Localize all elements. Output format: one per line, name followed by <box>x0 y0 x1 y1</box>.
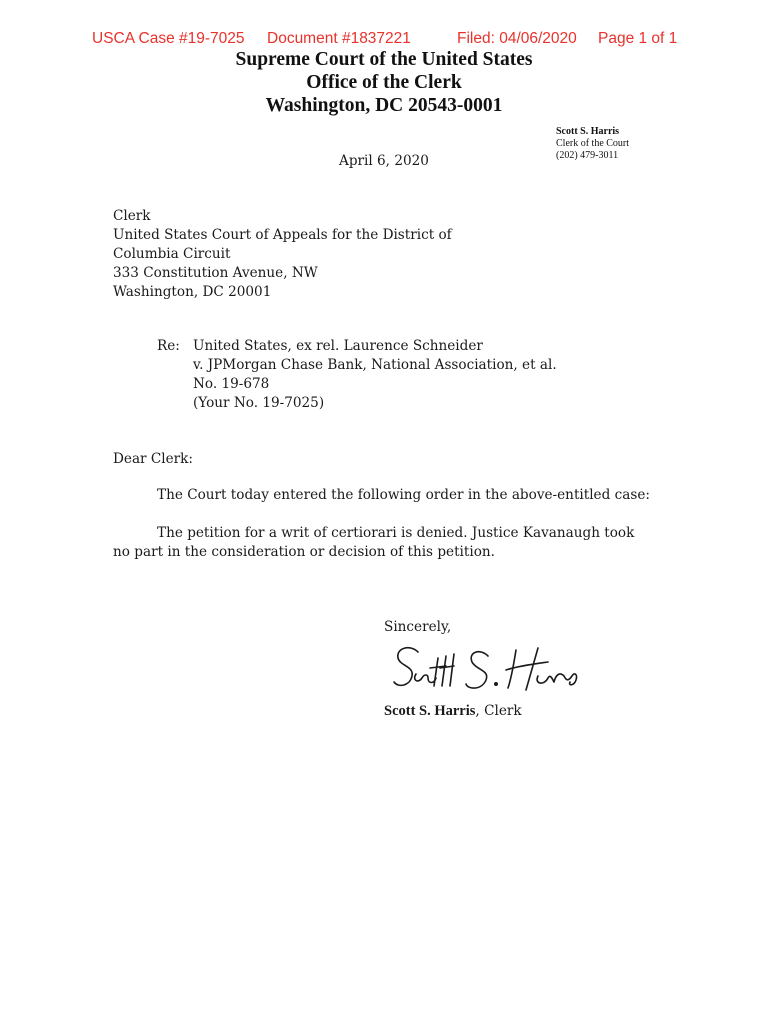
clerk-info-block <box>556 126 629 162</box>
re-line: United States, ex rel. Laurence Schneider <box>193 338 483 354</box>
letterhead-address: Washington, DC 20543-0001 <box>265 95 503 116</box>
paragraph-petition-line1: The petition for a writ of certiorari is denied. Justice Kavanaugh took <box>157 525 635 541</box>
filing-date: Filed: 04/06/2020 <box>457 30 577 47</box>
re-line: No. 19-678 <box>193 376 270 392</box>
signoff <box>384 702 522 721</box>
filing-page-count: Page 1 of 1 <box>598 30 678 47</box>
clerk-info-phone: (202) 479-3011 <box>556 150 619 161</box>
paragraph-order-entered: The Court today entered the following order in the above-entitled case: <box>157 487 650 503</box>
letterhead-court: Supreme Court of the United States <box>235 49 533 70</box>
addressee-line: Columbia Circuit <box>113 246 231 262</box>
paragraph-petition-line2: no part in the consideration or decision of this petition. <box>113 544 495 560</box>
letter-date: April 6, 2020 <box>339 153 429 169</box>
addressee-line: Washington, DC 20001 <box>113 284 272 300</box>
re-line: (Your No. 19-7025) <box>193 395 325 411</box>
addressee-line: United States Court of Appeals for the District of <box>113 227 452 243</box>
signoff-title: , Clerk <box>475 703 522 719</box>
signoff-name: Scott S. Harris <box>384 703 476 719</box>
salutation: Dear Clerk: <box>113 451 193 467</box>
addressee-line: Clerk <box>113 208 151 224</box>
addressee-block <box>113 207 452 302</box>
closing: Sincerely, <box>384 619 452 635</box>
addressee-line: 333 Constitution Avenue, NW <box>113 265 318 281</box>
re-line: v. JPMorgan Chase Bank, National Association, et al. <box>193 357 557 373</box>
letterhead-office: Office of the Clerk <box>306 72 462 93</box>
signature-image <box>388 640 588 698</box>
filing-case-number: USCA Case #19-7025 <box>92 30 245 47</box>
re-label: Re: <box>157 338 180 354</box>
clerk-info-title: Clerk of the Court <box>556 138 630 149</box>
clerk-info-name: Scott S. Harris <box>556 126 620 137</box>
filing-document-number: Document #1837221 <box>267 30 411 47</box>
re-block <box>193 337 557 413</box>
